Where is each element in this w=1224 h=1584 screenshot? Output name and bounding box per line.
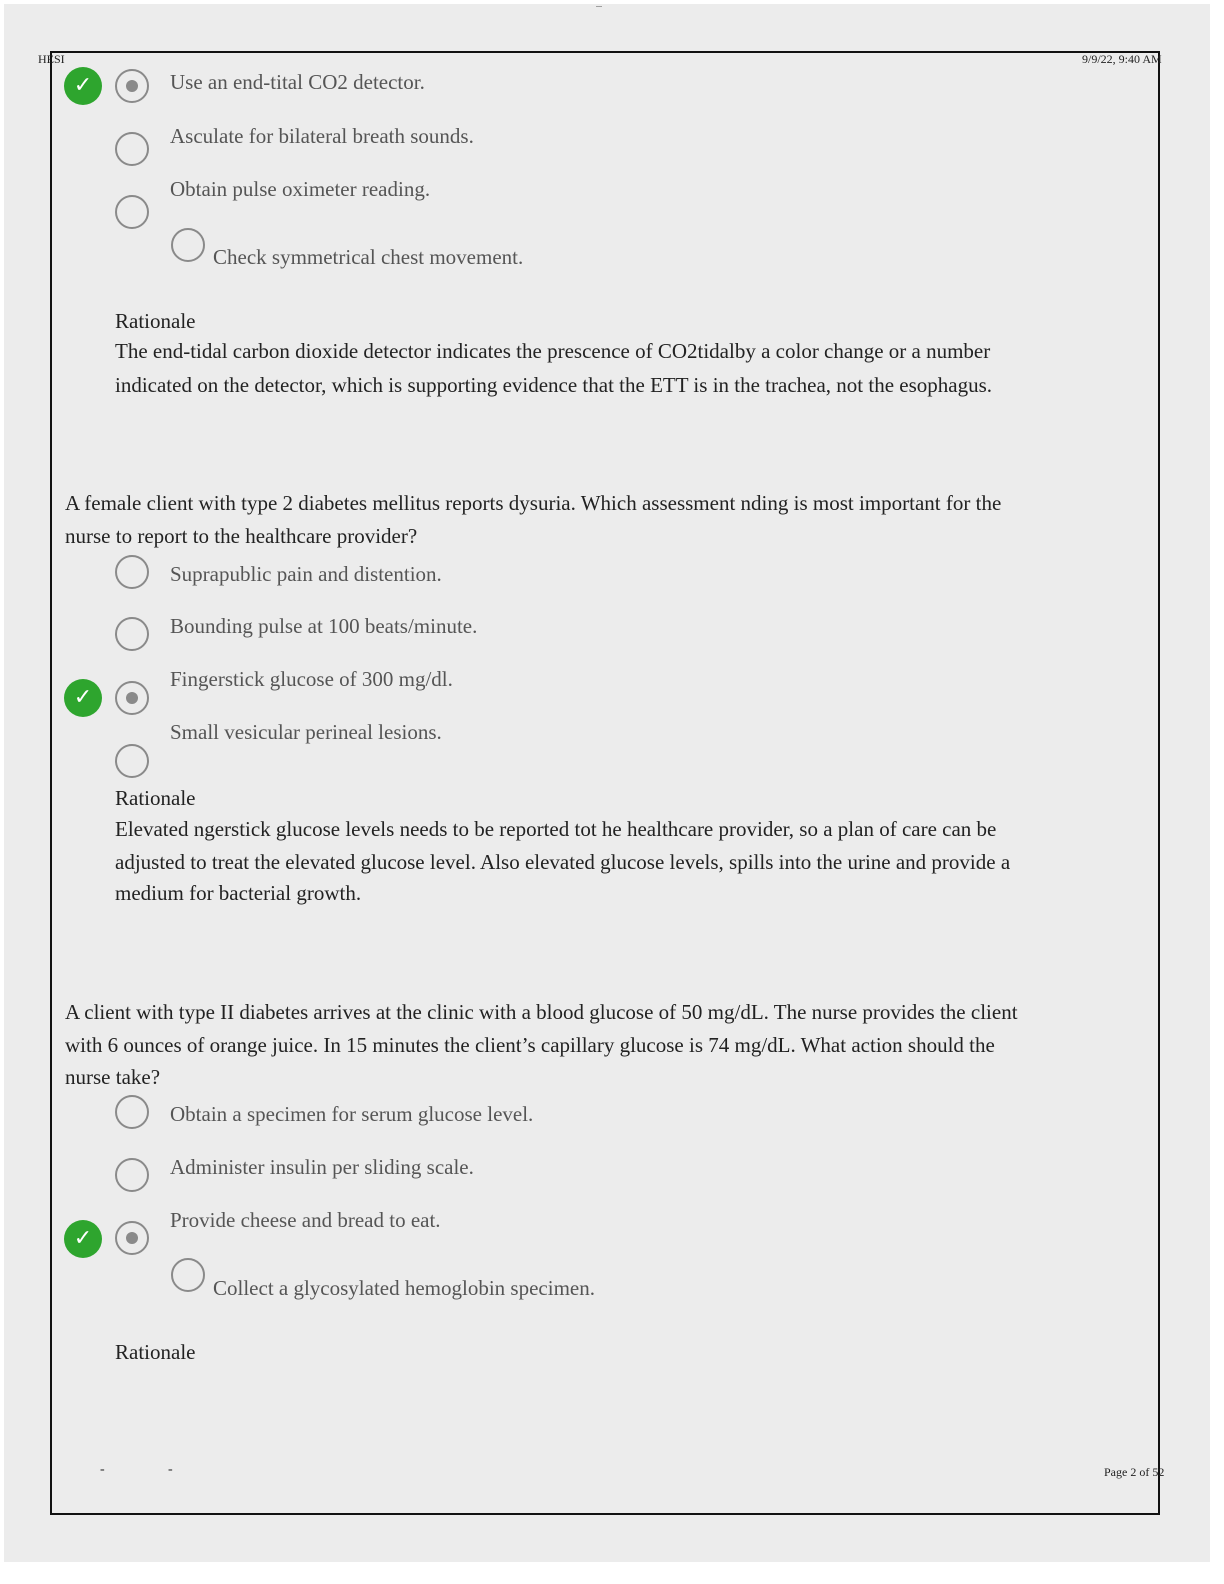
radio-option-1-2[interactable] [115,132,149,166]
footer-dash-2: - [168,1462,173,1477]
header-left: HESI [38,52,65,66]
radio-option-3-4[interactable] [171,1258,205,1292]
rationale-line-2-1: Elevated ngerstick glucose levels needs to be reported tot he healthcare provider, so a plan of care can be [115,817,997,841]
rationale-line-2-2: adjusted to treat the elevated glucose level. Also elevated glucose levels, spills into the urine and provide a [115,850,1011,874]
radio-option-2-1[interactable] [115,555,149,589]
rationale-heading-2: Rationale [115,786,196,810]
radio-option-3-2[interactable] [115,1158,149,1192]
option-label-1-3: Obtain pulse oximeter reading. [170,177,431,201]
question-text-2-1: A female client with type 2 diabetes mellitus reports dysuria. Which assessment nding is most important for the [65,491,1002,515]
rationale-line-2-3: medium for bacterial growth. [115,881,362,905]
radio-option-1-4[interactable] [171,228,205,262]
radio-option-2-2[interactable] [115,617,149,651]
page-number: Page 2 of 52 [1104,1465,1165,1479]
checkmark-icon: ✓ [64,679,102,717]
option-label-1-4: Check symmetrical chest movement. [213,245,524,269]
option-label-2-2: Bounding pulse at 100 beats/minute. [170,614,478,638]
checkmark-icon: ✓ [64,1220,102,1258]
rationale-heading-1: Rationale [115,309,196,333]
option-label-2-1: Suprapublic pain and distention. [170,562,442,586]
option-label-3-4: Collect a glycosylated hemoglobin specimen. [213,1276,595,1300]
rationale-line-1-2: indicated on the detector, which is supporting evidence that the ETT is in the trachea, not the esophagus. [115,373,993,397]
option-label-1-2: Asculate for bilateral breath sounds. [170,124,474,148]
rationale-heading-3: Rationale [115,1340,196,1364]
option-label-2-3: Fingerstick glucose of 300 mg/dl. [170,667,453,691]
option-label-3-1: Obtain a specimen for serum glucose level. [170,1102,534,1126]
question-text-2-2: nurse to report to the healthcare provider? [65,524,418,548]
option-label-1-1: Use an end-tital CO2 detector. [170,70,425,94]
option-label-3-3: Provide cheese and bread to eat. [170,1208,441,1232]
radio-option-2-3[interactable] [115,681,149,715]
radio-option-2-4[interactable] [115,744,149,778]
radio-option-3-3[interactable] [115,1221,149,1255]
question-text-3-1: A client with type II diabetes arrives at the clinic with a blood glucose of 50 mg/dL. The nurse provides the client [65,1000,1018,1024]
radio-option-1-3[interactable] [115,195,149,229]
header-right: 9/9/22, 9:40 AM [1082,52,1162,66]
question-text-3-2: with 6 ounces of orange juice. In 15 minutes the client’s capillary glucose is 74 mg/dL. What action should the [65,1033,995,1057]
rationale-line-1-1: The end-tidal carbon dioxide detector indicates the prescence of CO2tidalby a color change or a number [115,339,991,363]
question-text-3-3: nurse take? [65,1065,161,1089]
option-label-2-4: Small vesicular perineal lesions. [170,720,442,744]
footer-dash-1: - [100,1462,105,1477]
radio-option-3-1[interactable] [115,1095,149,1129]
option-label-3-2: Administer insulin per sliding scale. [170,1155,474,1179]
radio-option-1-1[interactable] [115,69,149,103]
checkmark-icon: ✓ [64,67,102,105]
top-center-mark: ... [596,0,602,9]
